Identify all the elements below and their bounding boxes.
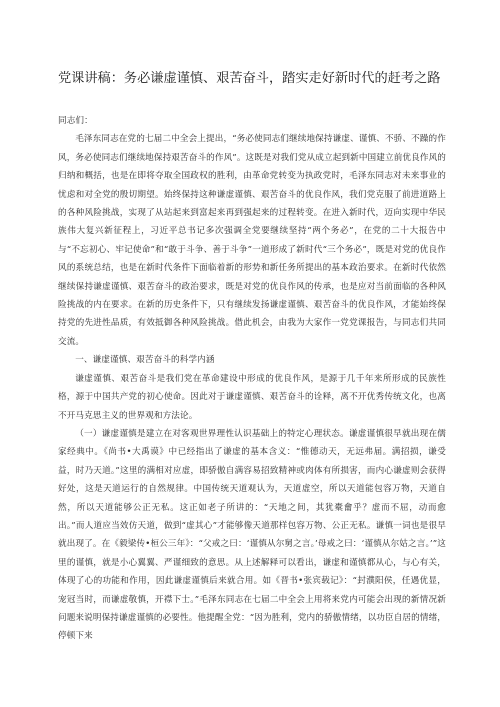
section-1-paragraph: 谦虚谨慎、艰苦奋斗是我们党在革命建设中形成的优良作风，是源于几千年来所形成的民族性格，源于中国共产党的初心使命。因此对于谦虚谨慎、艰苦奋斗的诠释，离不开优秀传统文化，也离不开马克思主义的世界观和方法论。	[58, 373, 446, 421]
salutation: 同志们：	[58, 116, 93, 126]
intro-paragraph: 毛泽东同志在党的七届二中全会上提出，“务必使同志们继续地保持谦虚、谨慎、不骄、不躁的作风，务必使同志们继续地保持艰苦奋斗的作风”。这既是对我们党从成立起到新中国建立前优良作风的归纳和概括，也是在即将夺取全国政权的胜利，由革命党转变为执政党时，毛泽东同志对未来事业的忧虑和对全党的殷切期望。始终保持这种谦虚谨慎、艰苦奋斗的优良作风，我们党克服了前进道路上的各种风险挑战，实现了从站起来到富起来再到强起来的过程转变。在进入新时代，迈向实现中华民族伟大复兴新征程上，习近平总书记多次强调全党要继续坚持“两个务必”，在党的二十大报告中与“不忘初心、牢记使命”和“敢于斗争、善于斗争”一道形成了新时代“三个务必”，既是对党的优良作风的系统总结，也是在新时代条件下面临着新的形势和新任务所提出的基本政治要求。在新时代依然继续保持谦虚谨慎、艰苦奋斗的政治要求，既是对党的优良作风的传承，也是应对当前面临的各种风险挑战的内在要求。在新的历史条件下，只有继续发扬谦虚谨慎、艰苦奋斗的优良作风，才能始终保持党的先进性品质，有效抵御各种风险挑战。借此机会，由我为大家作一党党课报告，与同志们共同交流。	[58, 134, 446, 347]
document-body	[58, 112, 446, 646]
section-heading-1: 一、谦虚谨慎、艰苦奋斗的科学内涵	[75, 355, 215, 366]
document-title: 党课讲稿：务必谦虚谨慎、艰苦奋斗，踏实走好新时代的赶考之路	[58, 71, 441, 86]
subsection-1-paragraph: （一）谦虚谨慎是建立在对客观世界理性认识基础上的特定心理状态。谦虚谨慎很早就出现在儒家经典中。《尚书•大禹谟》中已经指出了谦虚的基本含义：“惟德动天，无远弗届。满招损，谦受益，时乃天道。”这里的满相对应虚，即骄傲自满容易招致精神或肉体有所损害，而内心谦虚则会获得好处，这是天道运行的自然规律。中国传统天道观认为，天道虚空，所以天道能包容万物，天道自然，所以天道能够公正无私。这正如老子所讲的：“天地之间，其犹橐龠乎？虚而不屈，动而愈出。”而人道应当效仿天道，做到“虚其心”才能够像天道那样包容万物、公正无私。谦慎一词也是很早就出现了。在《毅梁传•桓公三年》：“父戒之曰：‘谨慎从尔舅之言。’母戒之曰：‘谨慎从尔姑之言。’”这里的谨慎，就是小心翼翼、严谨细致的意思。从上述解释可以看出，谦虚和谨慎都从心，与心有关，体现了心的功能和作用，因此谦虚谨慎后来就合用。如《晋书•张宾载记》：“封濮阳侯，任遇优显，宠冠当时，而谦虚敬慎，开襟下士。”毛泽东同志在七届二中全会上用将来党内可能会出现的新情况新问题来说明保持谦虚谨慎的必要性。他提醒全党：“因为胜利，党内的骄傲情绪，以功臣自居的情绪，停顿下来	[58, 428, 446, 642]
